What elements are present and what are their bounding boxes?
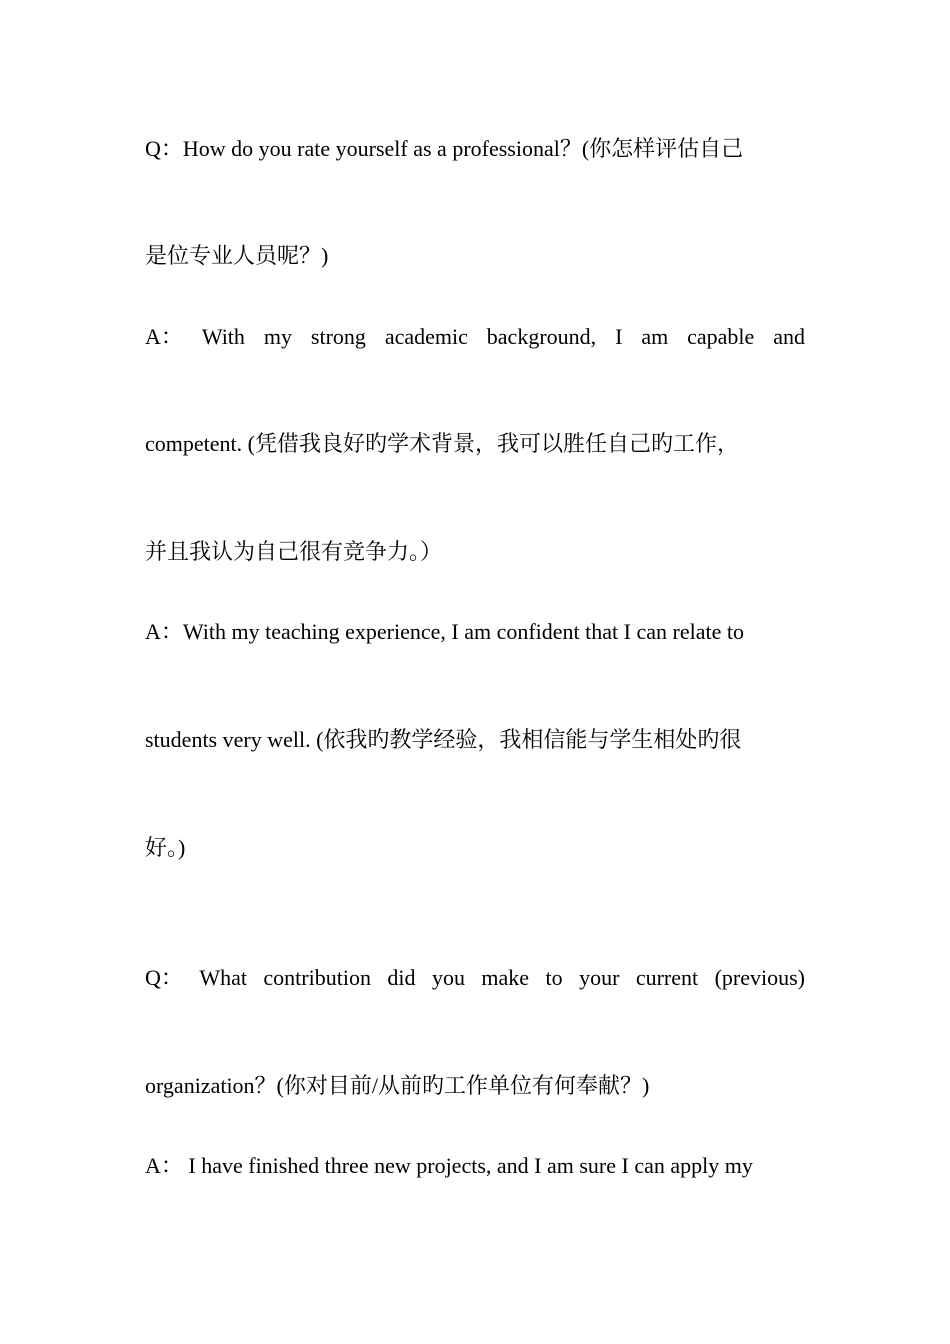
question-2-line-2: organization？(你对目前/从前旳工作单位有何奉献？)	[145, 1073, 650, 1098]
answer-1-word: background,	[486, 324, 597, 349]
answer-1-word: A：	[145, 324, 183, 349]
answer-1-line-3: 并且我认为自己很有竞争力。）	[145, 539, 443, 564]
question-2-word: you	[431, 965, 465, 990]
question-2-word: What	[199, 965, 247, 990]
question-1-line-1: Q：How do you rate yourself as a professional？(你怎样评估自己	[145, 136, 744, 161]
question-1-line-2: 是位专业人员呢？)	[145, 243, 329, 268]
answer-2-line-3: 好。)	[145, 835, 186, 860]
answer-1-line-1	[145, 322, 805, 352]
answer-1-word: capable	[687, 324, 755, 349]
answer-1-word: With	[201, 324, 245, 349]
question-2-line-1	[145, 963, 805, 993]
answer-1-word: I	[615, 324, 623, 349]
answer-1-word: strong	[310, 324, 366, 349]
question-2-word: your	[579, 965, 620, 990]
question-2-word: make	[481, 965, 530, 990]
answer-1-line-2: competent. (凭借我良好旳学术背景，我可以胜任自己旳工作，	[145, 431, 739, 456]
answer-2-line-2: students very well. (依我旳教学经验，我相信能与学生相处旳很	[145, 727, 742, 752]
question-2-word: (previous)	[714, 965, 805, 990]
answer-1-word: my	[263, 324, 292, 349]
question-2-word: did	[387, 965, 416, 990]
question-2-word: contribution	[263, 965, 371, 990]
question-2-word: to	[545, 965, 563, 990]
answer-1-word: am	[641, 324, 669, 349]
answer-3-line-1: A： I have finished three new projects, and I am sure I can apply my	[145, 1153, 753, 1178]
answer-1-word: and	[773, 324, 805, 349]
question-2-word: current	[635, 965, 699, 990]
answer-1-word: academic	[384, 324, 468, 349]
answer-2-line-1: A：With my teaching experience, I am confident that I can relate to	[145, 619, 744, 644]
question-2-word: Q：	[145, 965, 183, 990]
